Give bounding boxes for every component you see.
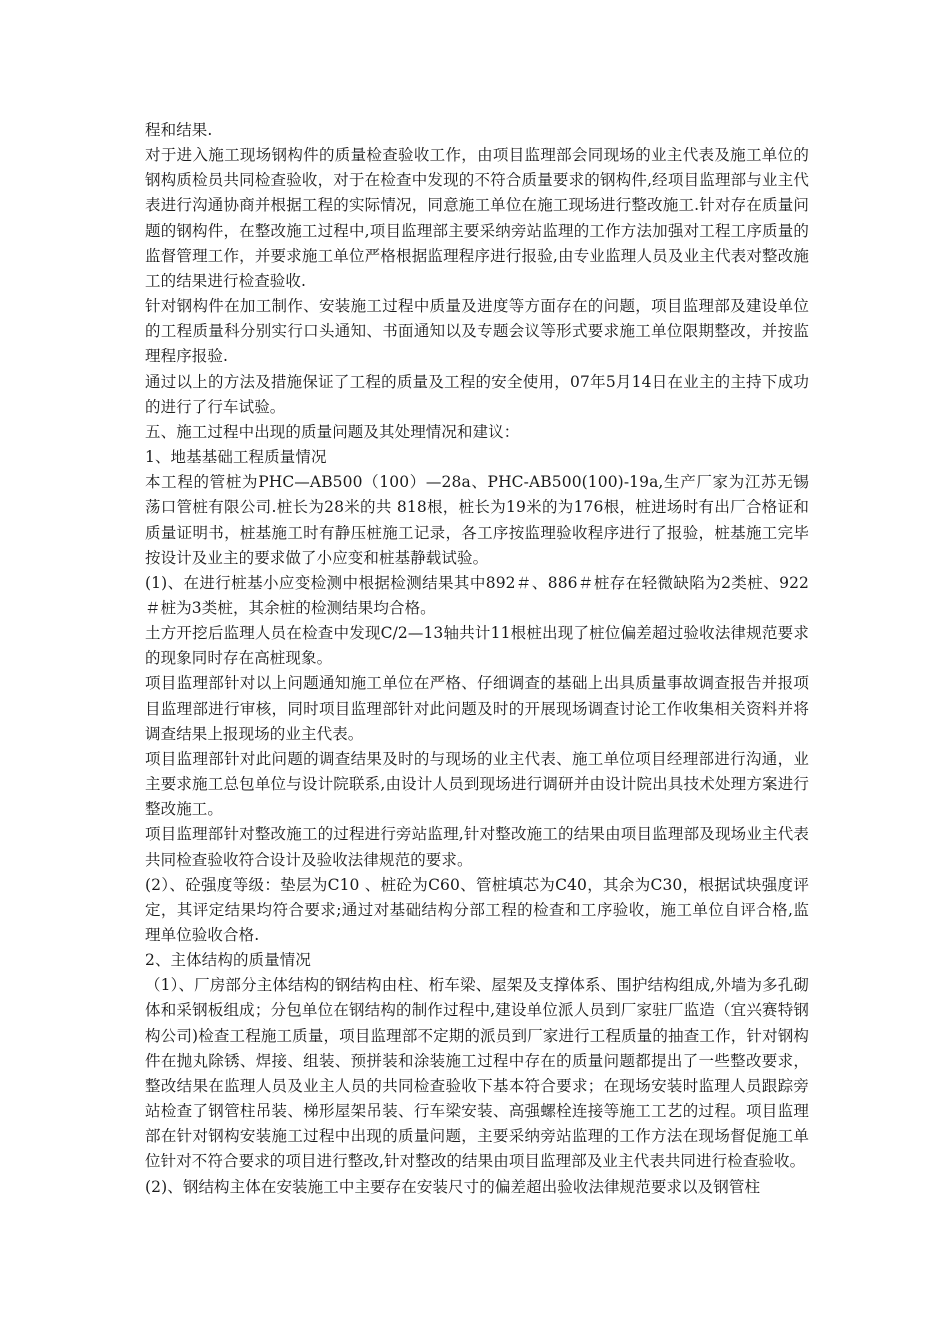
- paragraph-4: 通过以上的方法及措施保证了工程的质量及工程的安全使用，07年5月14日在业主的主持下成功的进行了行车试验。: [145, 372, 809, 416]
- paragraph-2: 对于进入施工现场钢构件的质量检查验收工作，由项目监理部会同现场的业主代表及施工单位的钢构质检员共同检查验收，对于在检查中发现的不符合质量要求的钢构件,经项目监理部与业主代表进行沟通协商并根据工程的实际情况，同意施工单位在施工现场进行整改施工.针对存在质量问题的钢构件，在整改施工过程中,项目监理部主要采纳旁站监理的工作方法加强对工程工序质量的监督管理工作，并要求施工单位严格根据监理程序进行报验,由专业监理人员及业主代表对整改施工的结果进行检查验收.: [145, 146, 809, 290]
- paragraph-1: 程和结果.: [145, 121, 213, 139]
- subsection-heading-2: 2、主体结构的质量情况: [145, 951, 311, 970]
- section-heading-5: 五、施工过程中出现的质量问题及其处理情况和建议：: [145, 422, 520, 441]
- paragraph-8: (1)、在进行桩基小应变检测中根据检测结果其中892＃、886＃桩存在轻微缺陷为2类桩、922＃桩为3类桩，其余桩的检测结果均合格。: [145, 573, 809, 617]
- paragraph-16: (2)、钢结构主体在安装施工中主要存在安装尺寸的偏差超出验收法律规范要求以及钢管柱: [145, 1177, 761, 1196]
- document-body: [145, 118, 809, 1200]
- paragraph-7: 本工程的管桩为PHC—AB500（100）—28a、PHC-AB500(100)-19a,生产厂家为江苏无锡荡口管桩有限公司.桩长为28米的共 818根，桩长为19米的为176根，桩进场时有出厂合格证和质量证明书，桩基施工时有静压桩施工记录，各工序按监理验收程序进行了报验，桩基施工完毕按设计及业主的要求做了小应变和桩基静载试验。: [145, 473, 809, 567]
- paragraph-10: 项目监理部针对以上问题通知施工单位在严格、仔细调查的基础上出具质量事故调查报告并报项目监理部进行审核，同时项目监理部针对此问题及时的开展现场调查讨论工作收集相关资料并将调查结果上报现场的业主代表。: [145, 674, 809, 743]
- subsection-heading-1: 1、地基基础工程质量情况: [145, 448, 327, 467]
- paragraph-13: (2）、砼强度等级：垫层为C10 、桩砼为C60、管桩填芯为C40，其余为C30，根据试块强度评定，其评定结果均符合要求;通过对基础结构分部工程的检查和工序验收，施工单位自评合格,监理单位验收合格.: [145, 875, 809, 944]
- paragraph-12: 项目监理部针对整改施工的过程进行旁站监理,针对整改施工的结果由项目监理部及现场业主代表共同检查验收符合设计及验收法律规范的要求。: [145, 825, 809, 869]
- paragraph-15: （1）、厂房部分主体结构的钢结构由柱、桁车梁、屋架及支撑体系、围护结构组成,外墙为多孔砌体和采钢板组成；分包单位在钢结构的制作过程中,建设单位派人员到厂家驻厂监造（宜兴赛特钢构公司)检查工程施工质量，项目监理部不定期的派员到厂家进行工程质量的抽查工作，针对钢构件在抛丸除锈、焊接、组装、预拼装和涂装施工过程中存在的质量问题都提出了一些整改要求，整改结果在监理人员及业主人员的共同检查验收下基本符合要求；在现场安装时监理人员跟踪旁站检查了钢管柱吊装、梯形屋架吊装、行车梁安装、高强螺栓连接等施工工艺的过程。项目监理部在针对钢构安装施工过程中出现的质量问题，主要采纳旁站监理的工作方法在现场督促施工单位针对不符合要求的项目进行整改,针对整改的结果由项目监理部及业主代表共同进行检查验收。: [145, 976, 809, 1171]
- paragraph-9: 土方开挖后监理人员在检查中发现C/2—13轴共计11根桩出现了桩位偏差超过验收法律规范要求的现象同时存在高桩现象。: [145, 624, 809, 668]
- paragraph-3: 针对钢构件在加工制作、安装施工过程中质量及进度等方面存在的问题，项目监理部及建设单位的工程质量科分别实行口头通知、书面通知以及专题会议等形式要求施工单位限期整改，并按监理程序报验.: [145, 297, 809, 366]
- paragraph-11: 项目监理部针对此问题的调查结果及时的与现场的业主代表、施工单位项目经理部进行沟通，业主要求施工总包单位与设计院联系,由设计人员到现场进行调研并由设计院出具技术处理方案进行整改施工。: [145, 749, 809, 819]
